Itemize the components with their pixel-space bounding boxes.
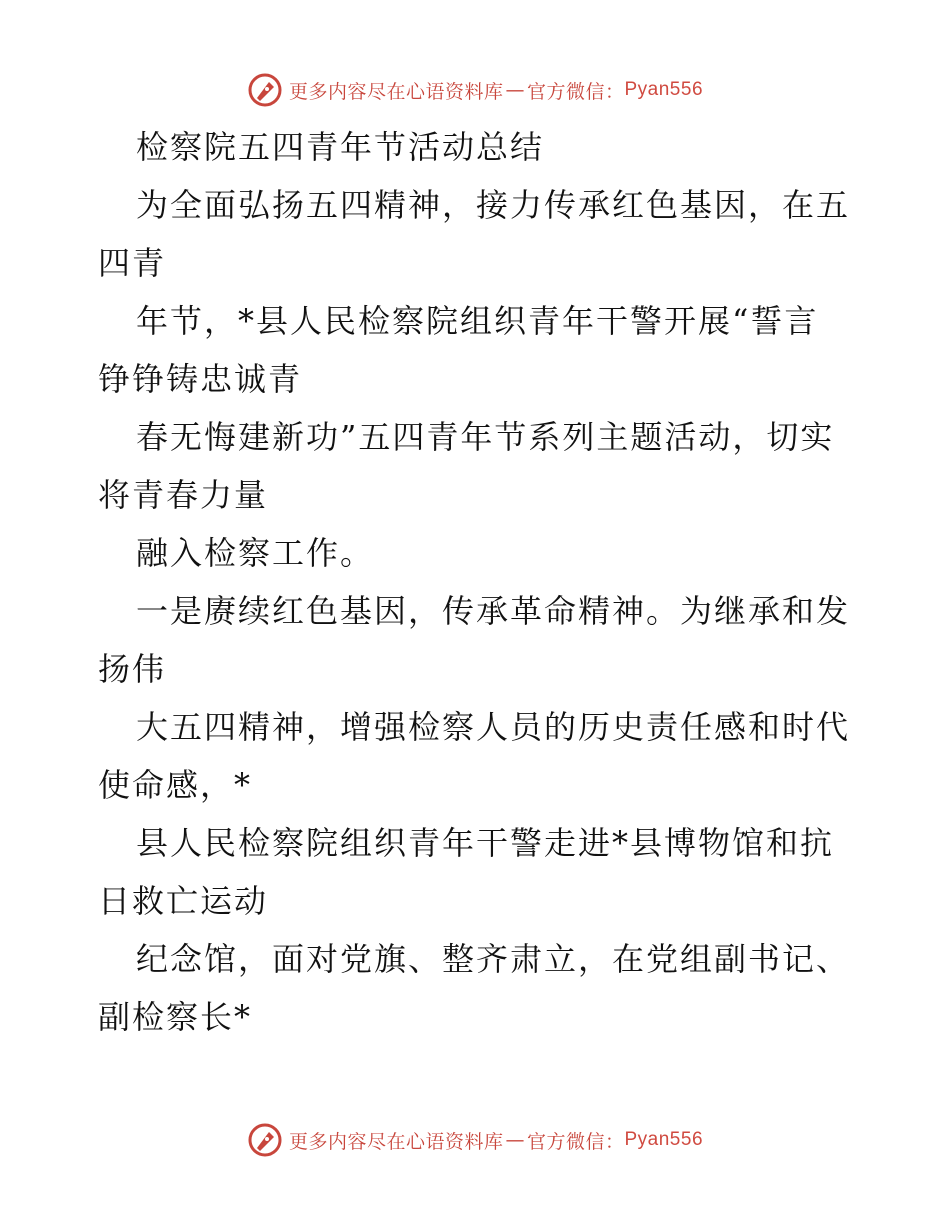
pen-nib-logo-icon bbox=[247, 1122, 283, 1158]
doc-line: 使命感，* bbox=[98, 766, 253, 804]
banner-handle: Pyan556 bbox=[624, 1129, 704, 1150]
banner-separator: — bbox=[505, 79, 525, 101]
doc-line: 大五四精神，增强检察人员的历史责任感和时代 bbox=[136, 708, 851, 746]
doc-line: 春无悔建新功”五四青年节系列主题活动，切实 bbox=[136, 418, 835, 456]
doc-line: 将青春力量 bbox=[98, 476, 269, 514]
banner-separator: — bbox=[505, 1129, 525, 1151]
doc-line: 扬伟 bbox=[98, 650, 167, 688]
doc-line: 四青 bbox=[98, 244, 167, 282]
header-watermark-banner bbox=[0, 70, 950, 110]
document-body bbox=[98, 118, 858, 1046]
banner-text: 更多内容尽在心语资料库 bbox=[288, 1130, 504, 1153]
pen-nib-logo-icon bbox=[247, 72, 283, 108]
doc-line: 纪念馆，面对党旗、整齐肃立，在党组副书记、 bbox=[136, 940, 851, 978]
banner-text: 更多内容尽在心语资料库 bbox=[288, 80, 504, 103]
doc-line: 县人民检察院组织青年干警走进*县博物馆和抗 bbox=[136, 824, 835, 862]
doc-line: 副检察长* bbox=[98, 998, 253, 1036]
doc-line: 融入检察工作。 bbox=[136, 534, 375, 572]
banner-wechat-label: 官方微信： bbox=[526, 80, 625, 103]
doc-title: 检察院五四青年节活动总结 bbox=[136, 128, 545, 166]
doc-line: 一是赓续红色基因，传承革命精神。为继承和发 bbox=[136, 592, 851, 630]
doc-line: 铮铮铸忠诚青 bbox=[98, 360, 303, 398]
doc-line: 为全面弘扬五四精神，接力传承红色基因，在五 bbox=[136, 186, 851, 224]
doc-line: 日救亡运动 bbox=[98, 882, 269, 920]
banner-handle: Pyan556 bbox=[624, 79, 704, 100]
banner-wechat-label: 官方微信： bbox=[526, 1130, 625, 1153]
footer-watermark-banner bbox=[0, 1120, 950, 1160]
doc-line: 年节，*县人民检察院组织青年干警开展“誓言 bbox=[136, 302, 819, 340]
